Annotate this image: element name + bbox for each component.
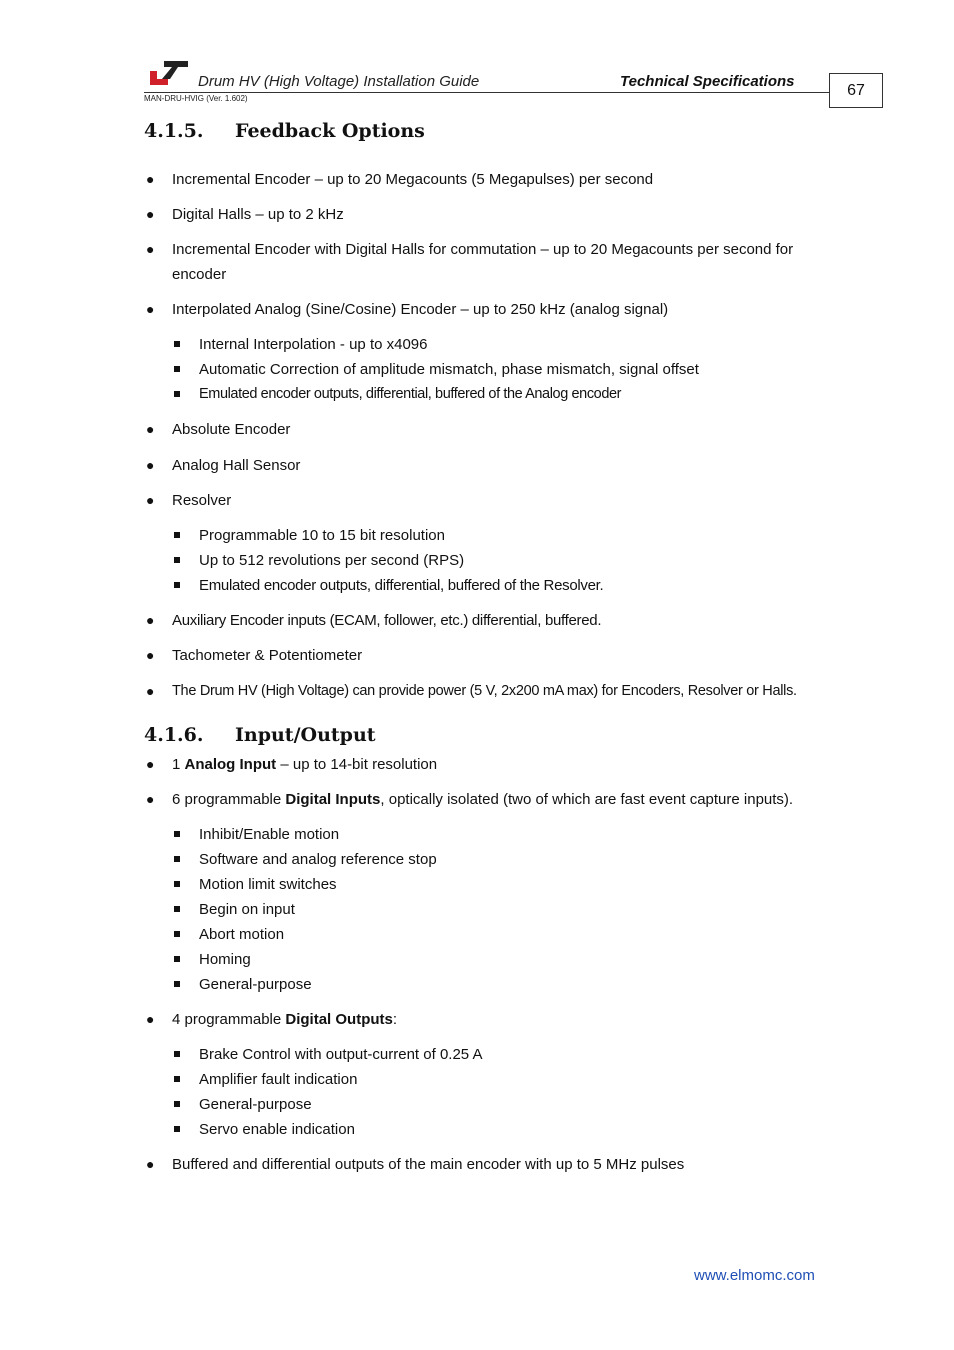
square-bullet-icon [174,956,180,962]
square-bullet-icon [174,1126,180,1132]
sub-list-item [144,922,834,947]
sub-list-item [144,822,834,847]
item-text: Software and analog reference stop [199,851,437,868]
feedback-list-cont [144,417,834,513]
list-item [144,752,834,777]
sub-list [144,523,834,598]
document-title: Drum HV (High Voltage) Installation Guide [198,73,480,90]
item-text: Resolver [172,492,232,509]
sub-list-item [144,357,834,382]
section-title: Technical Specifications [620,73,795,90]
document-code: MAN-DRU-HVIG (Ver. 1.602) [144,94,248,103]
item-text: : [392,1011,398,1028]
bullet-icon: ● [146,791,155,807]
item-text: Amplifier fault indication [199,1071,358,1088]
item-text: Internal Interpolation - up to x4096 [199,336,428,353]
bullet-icon: ● [146,756,155,772]
bullet-icon: ● [146,171,155,187]
list-item [144,608,834,633]
sub-list-item [144,1067,834,1092]
list-item [144,679,834,703]
item-text: Up to 512 revolutions per second (RPS) [199,552,465,569]
bullet-icon: ● [146,241,155,257]
list-item [144,167,834,192]
header-divider [144,92,830,93]
list-item [144,202,834,227]
heading-text: Feedback Options [235,120,425,142]
io-list-cont [144,1007,834,1032]
list-item [144,787,834,812]
square-bullet-icon [174,341,180,347]
list-item [144,297,834,322]
item-text: The Drum HV (High Voltage) can provide power (5 V, 2x200 mA max) for Encoders, Resolver or Halls. [172,683,797,699]
sub-list-item [144,548,834,573]
item-text: 1 [172,756,185,773]
item-text: Emulated encoder outputs, differential, buffered of the Analog encoder [199,386,622,402]
list-item [144,237,834,287]
item-text: Tachometer & Potentiometer [172,647,363,664]
list-item [144,1007,834,1032]
square-bullet-icon [174,532,180,538]
list-item [144,643,834,668]
heading-text: Input/Output [235,724,376,746]
item-bold-text: Analog Input [184,756,277,773]
sub-list-item [144,1042,834,1067]
io-list-cont2 [144,1152,834,1177]
item-text: 4 programmable [172,1011,286,1028]
sub-list-item [144,872,834,897]
page-number [829,73,883,108]
sub-list-item [144,573,834,598]
item-text: Incremental Encoder with Digital Halls for commutation – up to 20 Megacounts per second for encoder [172,241,794,283]
item-text: General-purpose [199,976,312,993]
square-bullet-icon [174,831,180,837]
bullet-icon: ● [146,301,155,317]
feedback-list [144,167,834,322]
item-text: Incremental Encoder – up to 20 Megacounts (5 Megapulses) per second [172,171,654,188]
bullet-icon: ● [146,612,155,628]
footer-url-link[interactable]: www.elmomc.com [694,1267,815,1284]
sub-list-item [144,1092,834,1117]
bullet-icon: ● [146,492,155,508]
square-bullet-icon [174,981,180,987]
item-text: Programmable 10 to 15 bit resolution [199,527,445,544]
item-text: Automatic Correction of amplitude mismatch, phase mismatch, signal offset [199,361,699,378]
bullet-icon: ● [146,421,155,437]
bullet-icon: ● [146,683,155,699]
item-text: Analog Hall Sensor [172,457,301,474]
item-text: Motion limit switches [199,876,337,893]
item-text: , optically isolated (two of which are fast event capture inputs). [380,791,794,808]
bullet-icon: ● [146,206,155,222]
page-content [144,120,834,1177]
bullet-icon: ● [146,1156,155,1172]
item-text: Buffered and differential outputs of the main encoder with up to 5 MHz pulses [172,1156,685,1173]
item-text: – up to 14-bit resolution [276,756,438,773]
square-bullet-icon [174,582,180,588]
sub-list-item [144,897,834,922]
section-heading-io [144,724,834,746]
sub-list-item [144,523,834,548]
square-bullet-icon [174,366,180,372]
square-bullet-icon [174,856,180,862]
sub-list-item [144,947,834,972]
item-text: Brake Control with output-current of 0.25 A [199,1046,483,1063]
square-bullet-icon [174,557,180,563]
item-text: Interpolated Analog (Sine/Cosine) Encoder – up to 250 kHz (analog signal) [172,301,669,318]
sub-list-item [144,1117,834,1142]
sub-list [144,332,834,407]
io-list [144,752,834,812]
square-bullet-icon [174,1051,180,1057]
list-item [144,453,834,478]
item-text: Abort motion [199,926,285,943]
square-bullet-icon [174,931,180,937]
heading-number: 4.1.6. [144,724,204,746]
sub-list-item [144,847,834,872]
sub-list [144,1042,834,1142]
sub-list-item [144,972,834,997]
bullet-icon: ● [146,1011,155,1027]
heading-number: 4.1.5. [144,120,204,142]
list-item [144,1152,834,1177]
item-bold-text: Digital Outputs [285,1011,393,1028]
list-item [144,417,834,442]
square-bullet-icon [174,881,180,887]
bullet-icon: ● [146,647,155,663]
item-text: Homing [199,951,251,968]
square-bullet-icon [174,1076,180,1082]
sub-list-item [144,332,834,357]
feedback-list-cont2 [144,608,834,703]
page-number-text: 67 [847,81,865,99]
item-bold-text: Digital Inputs [285,791,381,808]
square-bullet-icon [174,906,180,912]
section-heading-feedback [144,120,834,142]
item-text: Auxiliary Encoder inputs (ECAM, follower, etc.) differential, buffered. [172,612,602,629]
item-text: Servo enable indication [199,1121,355,1138]
item-text: Absolute Encoder [172,421,291,438]
item-text: 6 programmable [172,791,286,808]
item-text: Inhibit/Enable motion [199,826,340,843]
elmo-logo-icon [148,57,190,87]
square-bullet-icon [174,1101,180,1107]
item-text: General-purpose [199,1096,312,1113]
list-item [144,488,834,513]
item-text: Digital Halls – up to 2 kHz [172,206,344,223]
square-bullet-icon [174,391,180,397]
bullet-icon: ● [146,457,155,473]
item-text: Emulated encoder outputs, differential, buffered of the Resolver. [199,577,604,594]
sub-list-item [144,382,834,407]
sub-list [144,822,834,997]
item-text: Begin on input [199,901,295,918]
